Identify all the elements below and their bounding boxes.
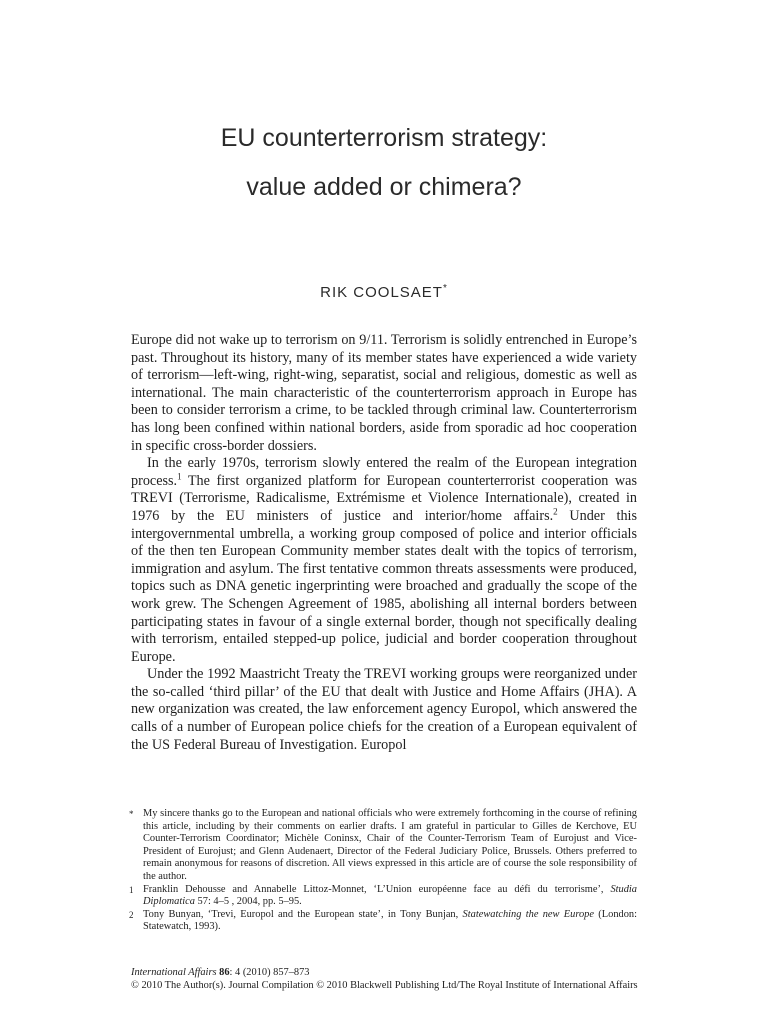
paragraph-2-text-b: The first organized platform for European counterterrorist cooperation was TREVI (Terrorisme, Radicalisme, Extrémisme et Violence Internationale), created in 1976 by the EU ministers of justice and interior/home affairs. [131, 472, 637, 524]
footnote-2-post: (London: Statewatch, 1993). [143, 908, 637, 933]
paragraph-3-text: Under the 1992 Maastricht Treaty the TREVI working groups were reorganized under the so-called ‘third pillar’ of the EU that dealt with Justice and Home Affairs (JHA). A new organization was created, the law enforcement agency Europol, which answered the calls of a number of European police chiefs for the creation of a European equivalent of the US Federal Bureau of Investigation. Europol [131, 666, 637, 753]
footnote-star-text: My sincere thanks go to the European and national officials who were extremely forthcoming in the course of refining this article, including by their comments on earlier drafts. I am grateful in particular to Gilles de Kerchove, EU Counter-Terrorism Coordinator; Michèle Coninsx, Chair of the Counter-Terrorism Team of Eurojust and Vice-President of Eurojust; and Glenn Audenaert, Director of the Federal Judiciary Police, Brussels. Others preferred to remain anonymous for reasons of discretion. All views expressed in this article are of course the sole responsibility of the author. [143, 808, 637, 882]
footnote-ref-1[interactable]: 1 [177, 471, 182, 482]
footnote-2-book: Statewatching the new Europe [462, 908, 594, 920]
paragraph-2-text-a: In the early 1970s, terrorism slowly entered the realm of the European integration process. [131, 455, 637, 489]
footnotes [131, 808, 637, 934]
author-footnote-mark: * [442, 283, 448, 294]
footnote-star-mark: * [129, 809, 134, 819]
journal-name: International Affairs [131, 967, 217, 978]
author-name-text: RIK COOLSAET [320, 284, 443, 301]
article-title-line-1: EU counterterrorism strategy: [220, 124, 548, 152]
footnote-2-mark: 2 [129, 909, 134, 920]
footnote-1-mark: 1 [129, 884, 134, 895]
paragraph-3 [131, 666, 637, 754]
paragraph-1 [131, 332, 637, 455]
paragraph-1-text: Europe did not wake up to terrorism on 9/11. Terrorism is solidly entrenched in Europe’s past. Throughout its history, many of its member states have experienced a wide variety of terrorism—left-wing, right-wing, separatist, social and religious, domestic as well as international. The main characteristic of the counterterrorism approach in Europe has been to consider terrorism a crime, to be tackled through criminal law. Counterterrorism has long been confined within national borders, aside from sporadic ad hoc cooperation in specific cross-border dossiers. [131, 332, 637, 454]
copyright-line: © 2010 The Author(s). Journal Compilation © 2010 Blackwell Publishing Ltd/The Royal Institute of International Affairs [131, 979, 638, 991]
footnote-1-post: 57: 4–5 , 2004, pp. 5–95. [194, 896, 302, 908]
footnote-2-pre: Tony Bunyan, ‘Trevi, Europol and the European state’, in Tony Bunjan, [143, 908, 463, 920]
footnote-star [131, 808, 637, 884]
footnote-1-journal: Studia Diplomatica [143, 883, 637, 908]
footnote-ref-2[interactable]: 2 [553, 506, 558, 517]
journal-issue-pages: : 4 (2010) 857–873 [229, 967, 310, 978]
article-title-line-2: value added or chimera? [246, 173, 522, 201]
paragraph-2-text-c: Under this intergovernmental umbrella, a working group composed of police and interior officials of the then ten European Community member states dealt with the topics of terrorism, immigration and asylum. The first tentative common threats assessments were produced, topics such as DNA genetic ingerprinting were broached and gradually the scope of the work grew. The Schengen Agreement of 1985, abolishing all internal borders between participating states in favour of a single external border, though not specifically dealing with terrorism, entailed stepped-up police, judicial and border cooperation throughout Europe. [131, 507, 637, 665]
journal-volume: 86 [219, 967, 230, 978]
author-name [0, 283, 768, 301]
footnote-2 [131, 909, 637, 934]
article-body [131, 332, 637, 754]
footnote-1 [131, 884, 637, 909]
paragraph-2 [131, 455, 637, 666]
journal-citation [131, 967, 651, 980]
footnote-1-pre: Franklin Dehousse and Annabelle Littoz-Monnet, ‘L’Union européenne face au défi du terrorisme’, [143, 883, 611, 895]
page-footer [131, 967, 651, 992]
